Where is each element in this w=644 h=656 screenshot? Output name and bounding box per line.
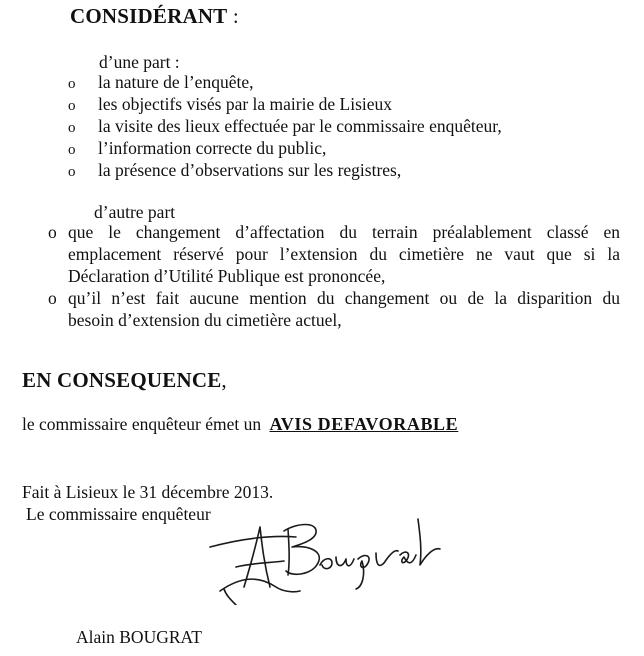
part1-intro: d’une part : [99, 52, 180, 72]
bullet-icon: o [68, 164, 76, 180]
list-item-text: la nature de l’enquête, [98, 72, 254, 92]
signatory-role: Le commissaire enquêteur [26, 504, 211, 524]
list-item-line: emplacement réservé pour l’extension du cimetière ne vaut que si la [68, 244, 620, 264]
considerant-colon: : [232, 4, 239, 28]
list-item-text: la visite des lieux effectuée par le commissaire enquêteur, [98, 116, 502, 136]
consequence-heading: EN CONSEQUENCE [22, 368, 222, 392]
bullet-icon: o [68, 142, 76, 158]
avis-line [22, 413, 458, 435]
consequence-heading-line [22, 368, 227, 393]
list-item [68, 159, 402, 183]
avis-verdict: AVIS DEFAVORABLE [269, 414, 459, 434]
list-item-text: les objectifs visés par la mairie de Lisieux [98, 94, 393, 114]
list-item [68, 71, 254, 95]
list-item-line: qu’il n’est fait aucune mention du changement ou de la disparition du [68, 288, 620, 308]
considerant-heading: CONSIDÉRANT [70, 4, 228, 28]
handwritten-signature [200, 505, 460, 605]
bullet-icon: o [48, 222, 57, 242]
bullet-icon: o [68, 120, 76, 136]
bullet-icon: o [48, 288, 57, 308]
part2-intro: d’autre part [94, 202, 176, 222]
list-item-line: besoin d’extension du cimetière actuel, [68, 310, 342, 330]
list-item [68, 93, 393, 117]
avis-prefix: le commissaire enquêteur émet un [22, 414, 262, 434]
bullet-icon: o [68, 76, 76, 92]
signatory-name: Alain BOUGRAT [76, 627, 202, 647]
bullet-icon: o [68, 98, 76, 114]
considerant-heading-line [70, 4, 239, 29]
list-item-line: que le changement d’affectation du terrain préalablement classé en [68, 222, 620, 242]
list-item [68, 115, 502, 139]
list-item-text: la présence d’observations sur les registres, [98, 160, 402, 180]
consequence-comma: , [221, 368, 227, 392]
list-item-text: l’information correcte du public, [98, 138, 327, 158]
place-date: Fait à Lisieux le 31 décembre 2013. [22, 482, 274, 502]
list-item [68, 137, 327, 161]
list-item-line: Déclaration d’Utilité Publique est prononcée, [68, 266, 386, 286]
